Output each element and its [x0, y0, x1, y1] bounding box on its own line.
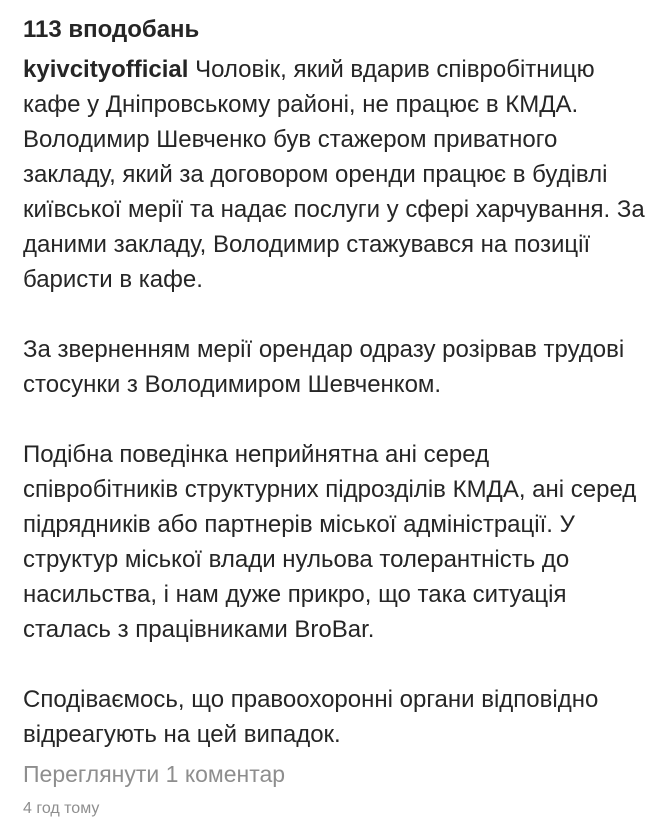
caption-paragraph	[23, 52, 646, 297]
author-username[interactable]: kyivcityofficial	[23, 56, 189, 83]
caption-text: Чоловік, який вдарив співробітницю кафе у Дніпровському районі, не працює в КМДА. Володимир Шевченко був стажером приватного закладу, який за договором оренди працює в будівлі київської мерії та надає послуги у сфері харчування. За даними закладу, Володимир стажувався на позиції баристи в кафе.	[23, 56, 645, 293]
likes-count[interactable]: 113 вподобань	[23, 16, 200, 43]
post-caption	[23, 52, 646, 752]
view-comments-link[interactable]: Переглянути 1 коментар	[23, 761, 286, 787]
caption-paragraph: За зверненням мерії орендар одразу розірвав трудові стосунки з Володимиром Шевченком.	[23, 336, 625, 398]
caption-paragraph: Сподіваємось, що правоохоронні органи відповідно відреагують на цей випадок.	[23, 686, 599, 748]
caption-paragraph: Подібна поведінка неприйнятна ані серед співробітників структурних підрозділів КМДА, ані серед підрядників або партнерів міської адміністрації. У структур міської влади нульова толерантність до насильства, і нам дуже прикро, що така ситуація сталась з працівниками BroBar.	[23, 441, 637, 643]
post-timestamp: 4 год тому	[23, 800, 100, 817]
